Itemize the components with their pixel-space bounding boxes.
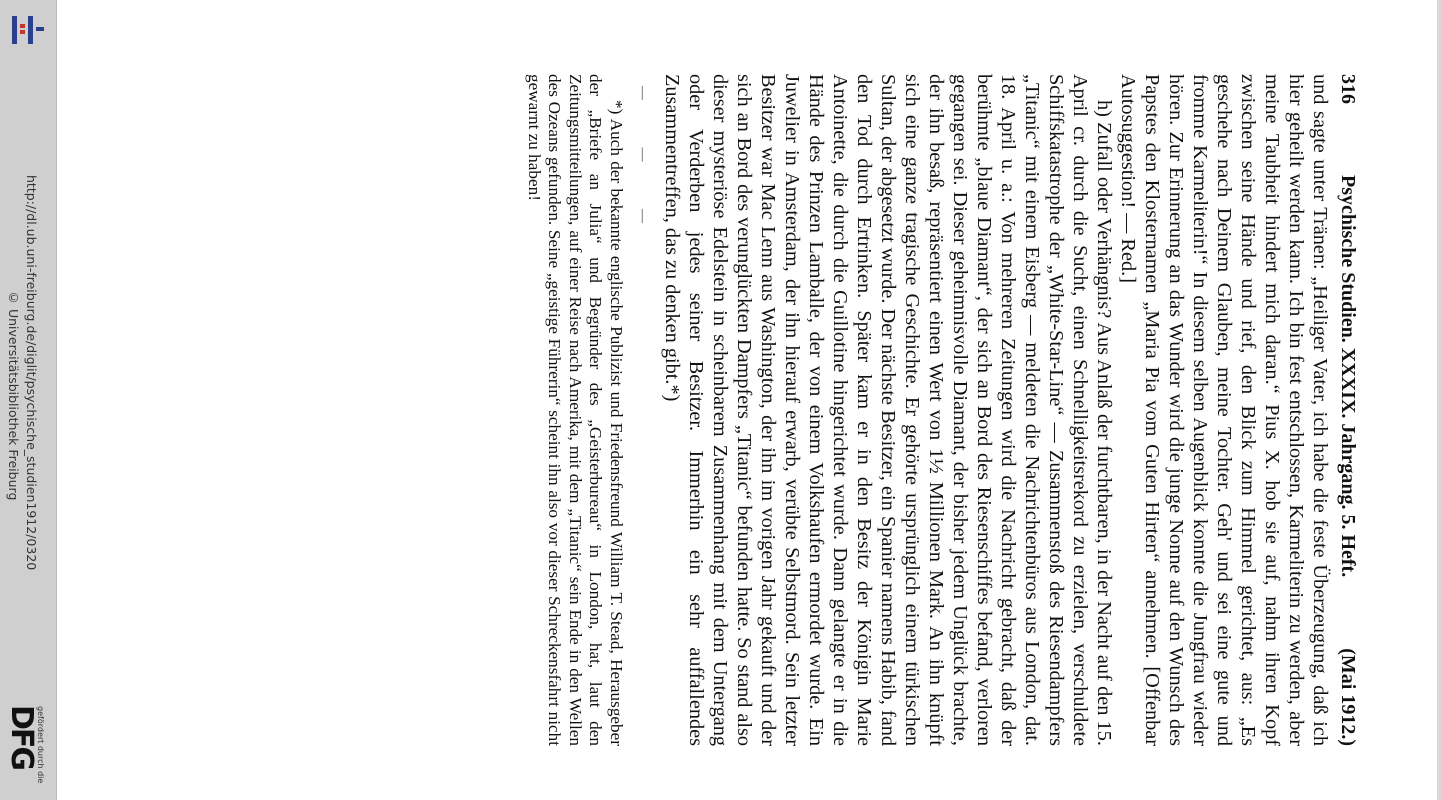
footnote-separator: — — — [635,86,650,245]
page-header [1336,74,1360,746]
running-title: Psychische Studien. XXXIX. Jahrgang. 5. Heft. [1337,174,1359,578]
paragraph-1: und sagte unter Tränen: „Heiliger Vater, ich habe die feste Überzeugung, daß ich hier geheilt werden kann. Ich bin fest entschlossen, Karmeliterin zu werden, aber meine Taubheit hindert mich daran.“ Pius X. hob sie auf, nahm ihren Kopf zwischen seine Hände und rief, den Blick zum Himmel gerichtet, aus: „Es geschehe nach Deinem Glauben, meine Tochter. Geh' und sei eine gute und fromme Karmeliterin!“ In diesem selben Augenblick konnte die Jungfrau wieder hören. Zur Erinnerung an das Wunder wird die junge Nonne auf den Wunsch des Papstes den Klosternamen „Maria Pia vom Guten Hirten“ annehmen. [Offenbar Autosuggestion! — Red.] [1117,74,1331,746]
viewer-sidebar [0,0,57,800]
dfg-logo: DFG [4,705,39,770]
page-number: 316 [1337,74,1359,104]
scanned-page [210,60,1370,760]
scanned-page-viewport [210,60,1370,760]
ub-freiburg-logo-icon [8,10,48,50]
paragraph-2: h) Zufall oder Verhängnis? Aus Anlaß der furchtbaren, in der Nacht auf den 15. April cr. durch die Sucht, einen Schnelligkeitsrekord zu erzielen, verschuldete Schiffskatastrophe der „White-Star-Line“ — Zusammenstoß des Riesendampfers „Titanic“ mit einem Eisberg — meldeten die Nachrichtenbüros aus London, dat. 18. April u. a.: Von mehreren Zeitungen wird die Nachricht gebracht, daß der berühmte „blaue Diamant“, der sich an Bord des Riesenschiffes befand, verloren gegangen sei. Dieser geheimnisvolle Diamant, der bisher jedem Unglück brachte, der ihn besaß, repräsentiert einen Wert von 1½ Millionen Mark. An ihn knüpft sich eine ganze tragische Geschichte. Er gehörte ursprünglich einem türkischen Sultan, der abgesetzt wurde. Der nächste Besitzer, ein Spanier namens Habib, fand den Tod durch Ertrinken. Später kam er in den Besitz der Königin Marie Antoinette, die durch die Guillotine hingerichtet wurde. Dann gelangte er in die Hände des Prinzen Lamballe, der von einem Volkshaufen ermordet wurde. Ein Juwelier in Amsterdam, der ihn hierauf erwarb, verübte Selbstmord. Sein letzter Besitzer war Mac Lenn aus Washington, der ihn im vorigen Jahr gekauft und der sich an Bord des verunglückten Dampfers „Titanic“ befunden hatte. So stand also dieser mysteriöse Edelstein in scheinbarem Zusammenhang mit dem Untergang oder Verderben jedes seiner Besitzer. Immerhin ein sehr auffallendes Zusammentreffen, das zu denken gibt.*) [661,74,1115,746]
copyright-notice: © Universitätsbibliothek Freiburg [6,290,21,501]
dfg-funding-caption: gefördert durch die [36,706,45,784]
issue-date: (Mai 1912.) [1337,648,1359,746]
permalink-url[interactable]: http://dl.ub.uni-freiburg.de/diglit/psychische_studien1912/0320 [24,175,39,571]
footnote: *) Auch der bekannte englische Publizist und Friedensfreund William T. Stead, Herausgeber der „Briefe an Julia“ und Begründer des „Geisterbureau“ in London, hat, laut den Zeitungsmitteilungen, auf einer Reise nach Amerika, mit dem „Titanic“ sein Ende in den Wellen des Ozeans gefunden. Seine „geistige Führerin“ scheint ihn also vor dieser Schreckensfahrt nicht gewarnt zu haben! [525,74,626,746]
scrollbar-strip[interactable] [1437,0,1441,800]
